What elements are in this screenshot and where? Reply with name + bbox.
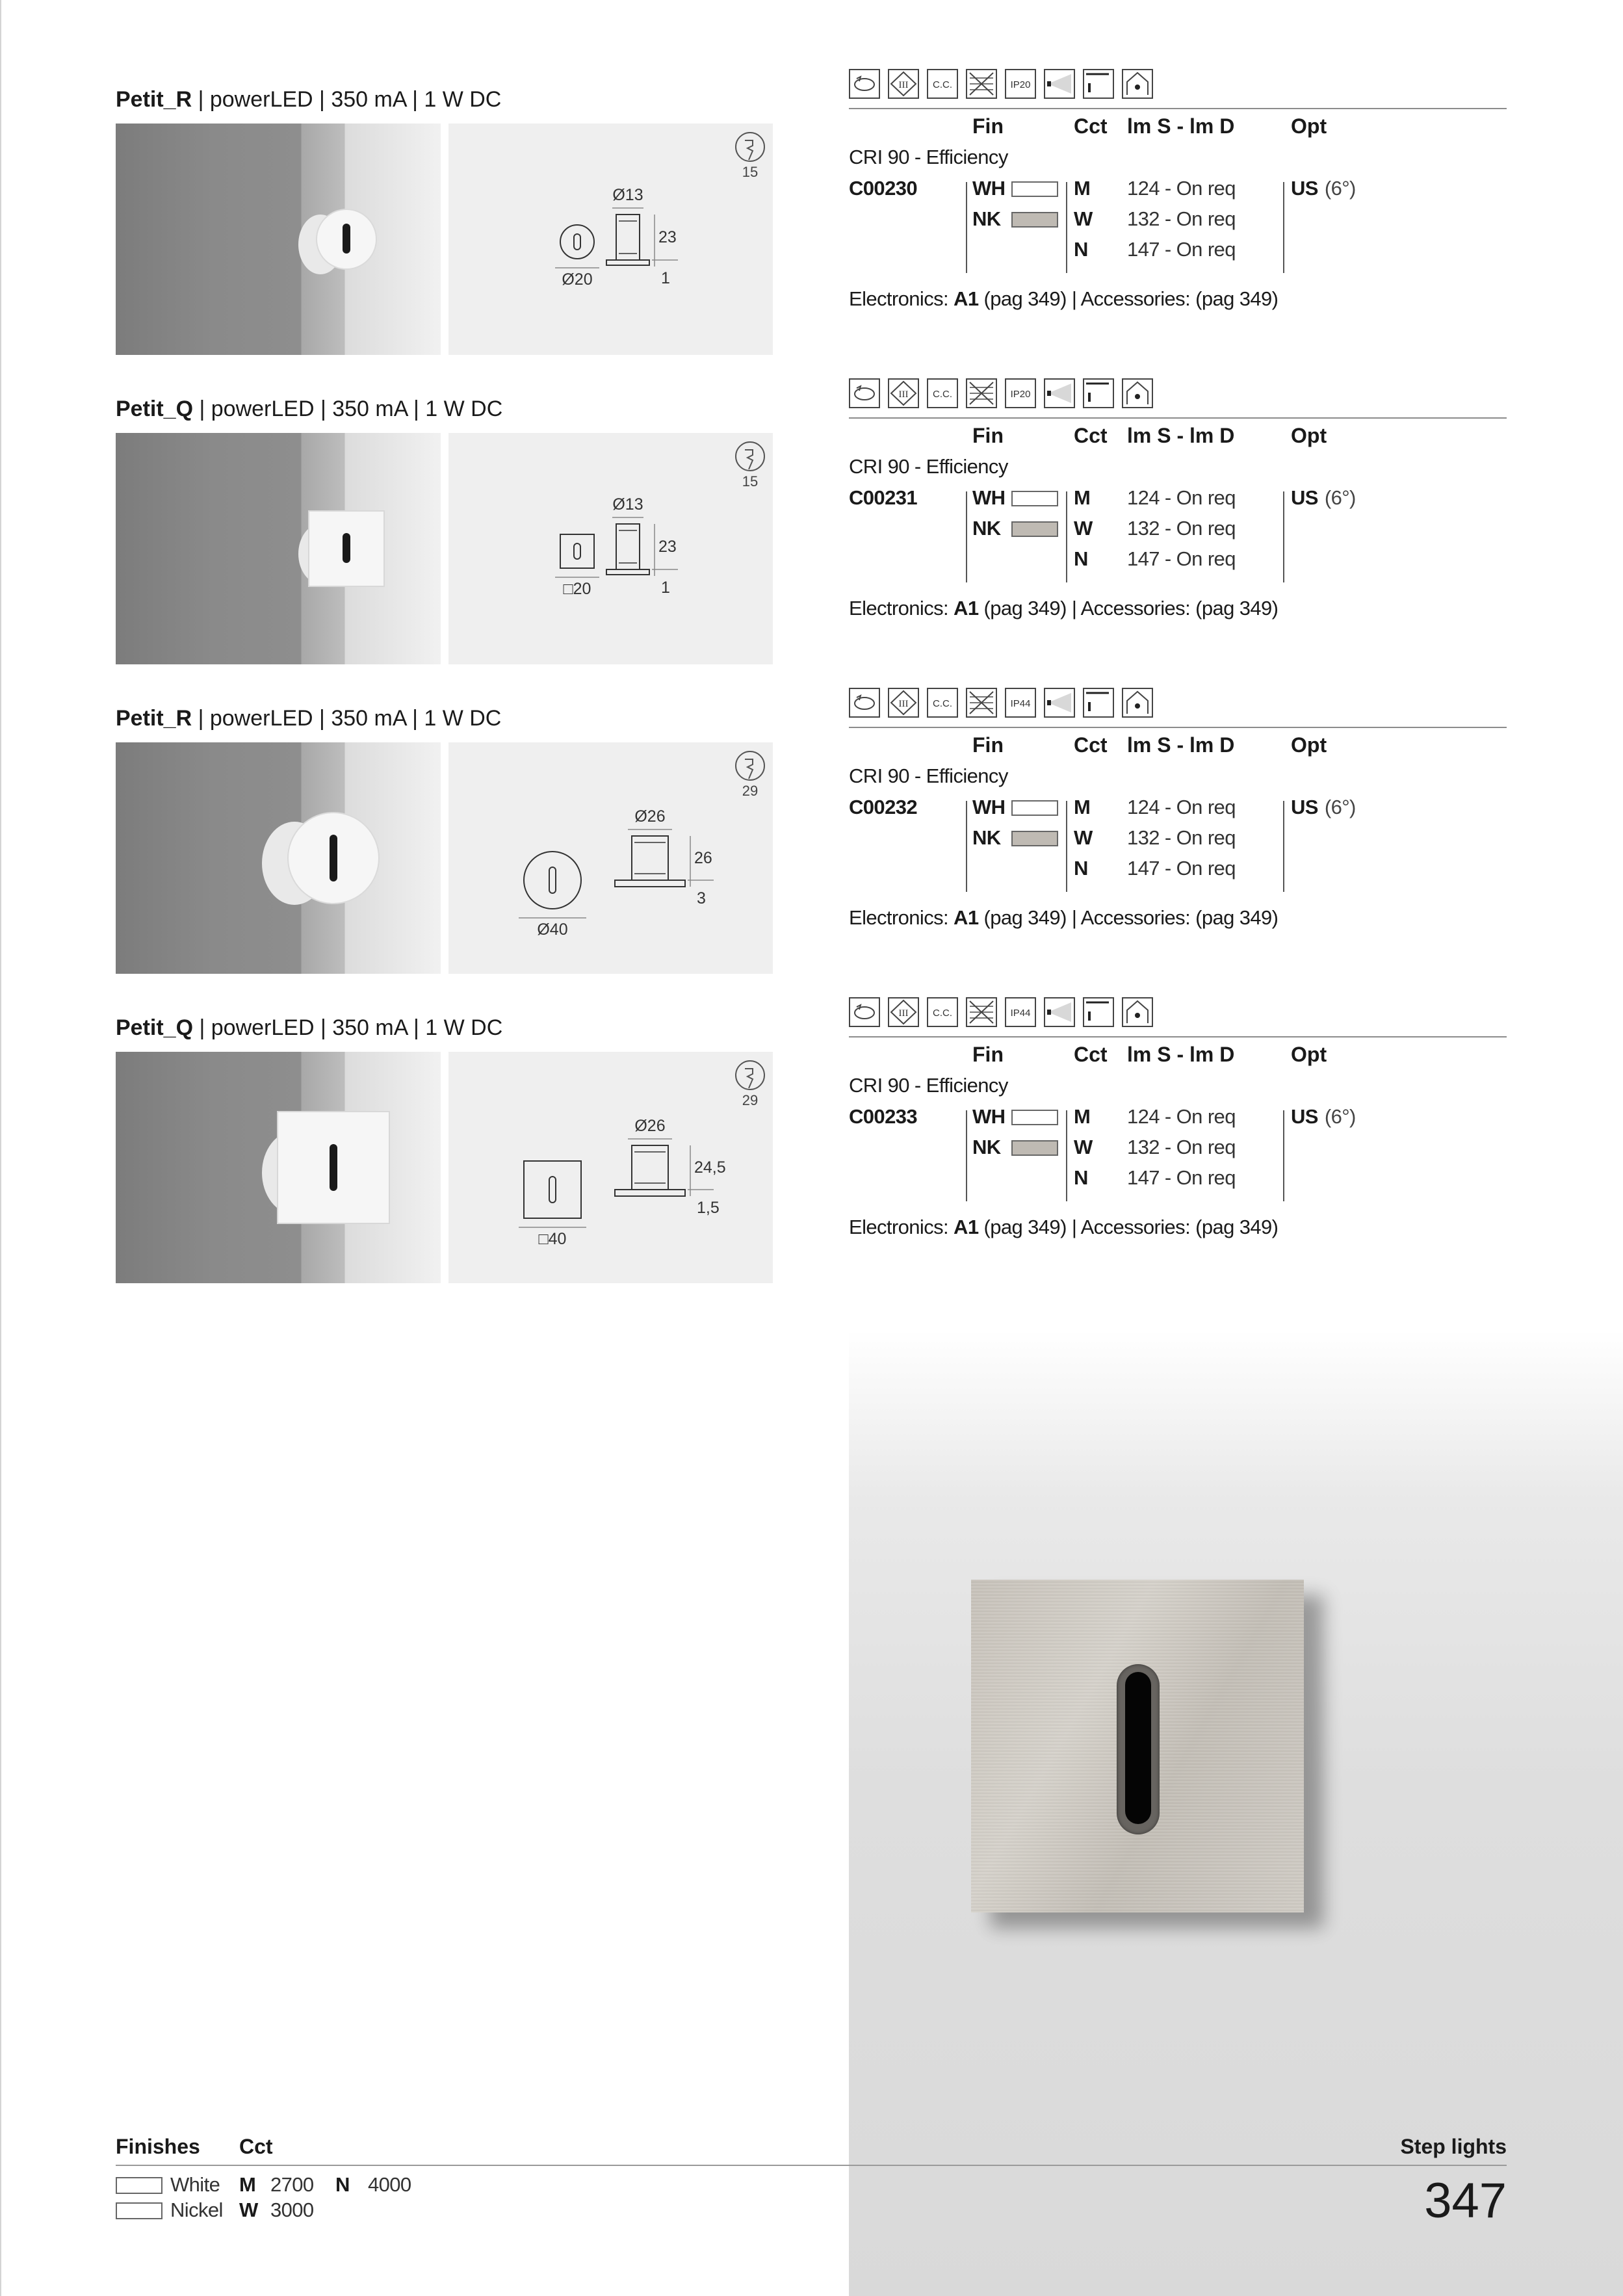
rotatable-icon	[849, 378, 880, 408]
svg-text:C.C.: C.C.	[933, 79, 952, 90]
finish-code: NK	[972, 517, 1001, 540]
product-title	[116, 87, 501, 112]
front-view-slot	[549, 1177, 556, 1203]
product-photo-4	[116, 1052, 441, 1283]
lumen-value: 132 - On req	[1127, 517, 1236, 540]
wall-top-icon	[1083, 997, 1114, 1027]
product-photo-2	[116, 433, 441, 664]
cct-code: W	[1074, 207, 1093, 230]
technical-drawing-1	[448, 124, 773, 355]
wall-side-icon	[1044, 378, 1075, 408]
svg-text:III: III	[898, 699, 909, 709]
fixture-photo-drawing	[116, 124, 441, 355]
product-section-3	[0, 698, 1623, 1011]
lumen-value: 124 - On req	[1127, 1105, 1236, 1128]
constant-current-icon	[927, 69, 958, 99]
flange-dimension: 1	[661, 579, 670, 597]
product-name: Petit_R	[116, 706, 192, 731]
side-view-flange	[606, 260, 649, 265]
wall-top-icon	[1083, 378, 1114, 408]
cri-efficiency-label: CRI 90 - Efficiency	[849, 1074, 1008, 1097]
lumen-value: 147 - On req	[1127, 1166, 1236, 1189]
product-code: C00232	[849, 796, 917, 818]
cct-code: M	[1074, 796, 1091, 818]
technical-drawing-4	[448, 1052, 773, 1283]
recess-depth-value: 29	[742, 1092, 759, 1108]
electronics-code: A1	[954, 906, 979, 929]
column-header-fin: Fin	[972, 733, 1004, 757]
recess-depth-value: 15	[742, 473, 759, 489]
nickel-square-plate	[971, 1580, 1304, 1912]
page-number: 347	[1424, 2173, 1507, 2228]
fixture-led-slot	[343, 533, 350, 563]
footer-cct-code-m: M	[239, 2173, 256, 2196]
svg-text:IP20: IP20	[1010, 79, 1031, 90]
product-title	[116, 706, 501, 731]
dimension-drawing	[448, 433, 773, 664]
column-header-fin: Fin	[972, 114, 1004, 138]
outer-dimension: Ø40	[537, 920, 568, 939]
wall-top-icon	[1083, 69, 1114, 99]
electronics-suffix: (pag 349) | Accessories: (pag 349)	[978, 597, 1279, 620]
column-header-cct: Cct	[1074, 424, 1108, 447]
wall-side-icon	[1044, 688, 1075, 718]
cri-efficiency-label: CRI 90 - Efficiency	[849, 764, 1008, 787]
lumen-value: 147 - On req	[1127, 238, 1236, 261]
cct-code: W	[1074, 1136, 1093, 1158]
finish-swatch	[1011, 521, 1058, 537]
outer-dimension: □20	[563, 580, 591, 598]
column-header-cct: Cct	[1074, 1043, 1108, 1066]
finish-swatch	[1011, 181, 1058, 197]
height-dimension: 26	[694, 849, 712, 867]
spec-table-rule	[849, 727, 1507, 728]
column-header-lm: lm S - lm D	[1127, 424, 1235, 447]
fixture-photo-drawing	[116, 433, 441, 664]
outer-dimension: □40	[538, 1230, 567, 1248]
lumen-value: 132 - On req	[1127, 1136, 1236, 1158]
electronics-suffix: (pag 349) | Accessories: (pag 349)	[978, 906, 1279, 929]
cri-efficiency-label: CRI 90 - Efficiency	[849, 146, 1008, 168]
optic-angle: (6°)	[1324, 1105, 1356, 1128]
product-spec: | powerLED | 350 mA | 1 W DC	[192, 87, 502, 112]
footer-swatch-nickel	[116, 2202, 162, 2219]
front-view-outline	[560, 225, 594, 259]
front-view-outline	[524, 1161, 581, 1218]
dimension-drawing	[448, 742, 773, 974]
column-divider	[1066, 801, 1067, 892]
svg-text:III: III	[898, 1008, 909, 1019]
column-header-opt: Opt	[1291, 733, 1327, 757]
finish-swatch	[1011, 1110, 1058, 1125]
svg-text:C.C.: C.C.	[933, 1008, 952, 1019]
led-slot	[1117, 1664, 1160, 1834]
product-section-1	[0, 79, 1623, 393]
indoor-icon	[1122, 378, 1153, 408]
product-section-4	[0, 1008, 1623, 1321]
product-code: C00231	[849, 486, 917, 509]
cct-code: N	[1074, 1166, 1088, 1189]
optic-angle: (6°)	[1324, 177, 1356, 200]
footer-cct-code-w: W	[239, 2198, 259, 2221]
column-header-lm: lm S - lm D	[1127, 1043, 1235, 1066]
finish-swatch	[1011, 800, 1058, 816]
cct-code: W	[1074, 826, 1093, 849]
column-header-opt: Opt	[1291, 1043, 1327, 1066]
column-divider	[966, 182, 967, 273]
not-for-insulation-icon	[966, 688, 997, 718]
column-header-opt: Opt	[1291, 424, 1327, 447]
class-iii-icon	[888, 69, 919, 99]
recess-depth-value: 29	[742, 783, 759, 799]
class-iii-icon	[888, 378, 919, 408]
footer-cct-value-n: 4000	[368, 2173, 411, 2196]
product-code: C00230	[849, 177, 917, 200]
wall-side-icon	[1044, 69, 1075, 99]
column-header-lm: lm S - lm D	[1127, 733, 1235, 757]
lumen-value: 124 - On req	[1127, 486, 1236, 509]
product-spec: | powerLED | 350 mA | 1 W DC	[193, 1015, 503, 1040]
optic-angle: (6°)	[1324, 796, 1356, 818]
spec-table-rule	[849, 1036, 1507, 1037]
footer-finish-white: White	[170, 2173, 220, 2196]
finish-code: NK	[972, 826, 1001, 849]
optic-code: US	[1291, 177, 1318, 200]
finish-swatch	[1011, 212, 1058, 228]
product-name: Petit_R	[116, 87, 192, 112]
svg-text:IP44: IP44	[1010, 698, 1031, 709]
finish-code: NK	[972, 1136, 1001, 1158]
flange-dimension: 3	[697, 889, 706, 907]
finish-code: WH	[972, 177, 1006, 200]
footer-rule	[116, 2165, 1507, 2166]
finish-code: WH	[972, 486, 1006, 509]
constant-current-icon	[927, 688, 958, 718]
column-divider	[966, 491, 967, 582]
cct-code: N	[1074, 547, 1088, 570]
ip-rating-icon	[1005, 69, 1036, 99]
pipe-dimension: Ø13	[612, 495, 643, 514]
cri-efficiency-label: CRI 90 - Efficiency	[849, 455, 1008, 478]
column-header-cct: Cct	[1074, 114, 1108, 138]
technical-drawing-2	[448, 433, 773, 664]
front-view-outline	[560, 534, 594, 568]
indoor-icon	[1122, 997, 1153, 1027]
flange-dimension: 1	[661, 269, 670, 287]
electronics-prefix: Electronics:	[849, 906, 954, 929]
constant-current-icon	[927, 378, 958, 408]
indoor-icon	[1122, 688, 1153, 718]
cct-code: N	[1074, 857, 1088, 880]
product-photo-3	[116, 742, 441, 974]
column-header-fin: Fin	[972, 1043, 1004, 1066]
spec-table-rule	[849, 417, 1507, 419]
electronics-accessories-line	[849, 1216, 1278, 1239]
column-divider	[1283, 1110, 1284, 1201]
svg-text:C.C.: C.C.	[933, 389, 952, 400]
product-title	[116, 397, 502, 422]
front-view-slot	[574, 234, 580, 250]
optic-option	[1291, 1105, 1356, 1128]
svg-text:IP44: IP44	[1010, 1008, 1031, 1019]
optic-angle: (6°)	[1324, 486, 1356, 509]
electronics-code: A1	[954, 287, 979, 310]
product-photo-1	[116, 124, 441, 355]
side-view-flange	[615, 1190, 685, 1196]
outer-dimension: Ø20	[562, 270, 593, 289]
footer-cct-value-w: 3000	[270, 2198, 314, 2221]
column-divider	[1283, 801, 1284, 892]
height-dimension: 23	[658, 228, 677, 246]
lumen-value: 147 - On req	[1127, 547, 1236, 570]
column-divider	[1283, 491, 1284, 582]
svg-text:III: III	[898, 389, 909, 400]
product-spec: | powerLED | 350 mA | 1 W DC	[193, 397, 503, 421]
electronics-prefix: Electronics:	[849, 1216, 954, 1238]
rotatable-icon	[849, 69, 880, 99]
finish-swatch	[1011, 491, 1058, 506]
column-header-opt: Opt	[1291, 114, 1327, 138]
height-dimension: 23	[658, 538, 677, 556]
column-divider	[966, 801, 967, 892]
fixture-led-slot	[330, 835, 337, 881]
finish-swatch	[1011, 831, 1058, 846]
pipe-dimension: Ø26	[634, 807, 666, 826]
dimension-drawing	[448, 124, 773, 355]
wall-top-icon	[1083, 688, 1114, 718]
lumen-value: 132 - On req	[1127, 826, 1236, 849]
finish-swatch	[1011, 1140, 1058, 1156]
finish-code: WH	[972, 1105, 1006, 1128]
finish-code: NK	[972, 207, 1001, 230]
electronics-accessories-line	[849, 906, 1278, 930]
column-header-fin: Fin	[972, 424, 1004, 447]
electronics-prefix: Electronics:	[849, 597, 954, 620]
column-header-lm: lm S - lm D	[1127, 114, 1235, 138]
rotatable-icon	[849, 997, 880, 1027]
footer-cct-code-n: N	[335, 2173, 350, 2196]
svg-text:C.C.: C.C.	[933, 698, 952, 709]
ip-rating-icon	[1005, 688, 1036, 718]
column-header-cct: Cct	[1074, 733, 1108, 757]
pipe-dimension: Ø26	[634, 1117, 666, 1135]
footer-finishes-label: Finishes	[116, 2135, 200, 2158]
flange-dimension: 1,5	[697, 1199, 720, 1217]
product-title	[116, 1015, 502, 1041]
optic-code: US	[1291, 486, 1318, 509]
class-iii-icon	[888, 688, 919, 718]
optic-option	[1291, 796, 1356, 819]
fixture-led-slot	[330, 1144, 337, 1191]
electronics-prefix: Electronics:	[849, 287, 954, 310]
optic-option	[1291, 177, 1356, 200]
cct-code: N	[1074, 238, 1088, 261]
product-name: Petit_Q	[116, 1015, 194, 1040]
fixture-photo-drawing	[116, 742, 441, 974]
column-divider	[1066, 491, 1067, 582]
fixture-led-slot	[343, 224, 350, 254]
cct-code: M	[1074, 177, 1091, 200]
technical-drawing-3	[448, 742, 773, 974]
lumen-value: 124 - On req	[1127, 177, 1236, 200]
column-divider	[1066, 182, 1067, 273]
height-dimension: 24,5	[694, 1158, 726, 1177]
electronics-code: A1	[954, 1216, 979, 1238]
footer-cct-label: Cct	[239, 2135, 273, 2158]
product-photo-nickel-square	[849, 1330, 1623, 2296]
electronics-accessories-line	[849, 287, 1278, 311]
not-for-insulation-icon	[966, 378, 997, 408]
fixture-photo-drawing	[116, 1052, 441, 1283]
cct-code: M	[1074, 1105, 1091, 1128]
side-view-flange	[615, 880, 685, 887]
rotatable-icon	[849, 688, 880, 718]
spec-table-rule	[849, 108, 1507, 109]
column-divider	[1283, 182, 1284, 273]
recess-depth-value: 15	[742, 164, 759, 180]
not-for-insulation-icon	[966, 997, 997, 1027]
ip-rating-icon	[1005, 997, 1036, 1027]
cct-code: W	[1074, 517, 1093, 540]
front-view-outline	[524, 852, 581, 909]
front-view-slot	[549, 867, 556, 893]
electronics-code: A1	[954, 597, 979, 620]
indoor-icon	[1122, 69, 1153, 99]
front-view-slot	[574, 543, 580, 559]
optic-code: US	[1291, 1105, 1318, 1128]
product-spec: | powerLED | 350 mA | 1 W DC	[192, 706, 502, 731]
lumen-value: 124 - On req	[1127, 796, 1236, 818]
electronics-suffix: (pag 349) | Accessories: (pag 349)	[978, 287, 1279, 310]
lumen-value: 132 - On req	[1127, 207, 1236, 230]
finish-code: WH	[972, 796, 1006, 818]
electronics-suffix: (pag 349) | Accessories: (pag 349)	[978, 1216, 1279, 1238]
electronics-accessories-line	[849, 597, 1278, 620]
product-section-2	[0, 389, 1623, 702]
svg-text:IP20: IP20	[1010, 389, 1031, 400]
constant-current-icon	[927, 997, 958, 1027]
section-label: Step lights	[1400, 2135, 1507, 2158]
lumen-value: 147 - On req	[1127, 857, 1236, 880]
wall-side-icon	[1044, 997, 1075, 1027]
optic-code: US	[1291, 796, 1318, 818]
svg-text:III: III	[898, 80, 909, 90]
class-iii-icon	[888, 997, 919, 1027]
pipe-dimension: Ø13	[612, 186, 643, 204]
dimension-drawing	[448, 1052, 773, 1283]
footer-cct-value-m: 2700	[270, 2173, 314, 2196]
column-divider	[1066, 1110, 1067, 1201]
cct-code: M	[1074, 486, 1091, 509]
not-for-insulation-icon	[966, 69, 997, 99]
product-name: Petit_Q	[116, 397, 194, 421]
footer-swatch-white	[116, 2177, 162, 2194]
ip-rating-icon	[1005, 378, 1036, 408]
side-view-flange	[606, 569, 649, 575]
optic-option	[1291, 486, 1356, 510]
product-code: C00233	[849, 1105, 917, 1128]
footer-finish-nickel: Nickel	[170, 2198, 223, 2221]
column-divider	[966, 1110, 967, 1201]
